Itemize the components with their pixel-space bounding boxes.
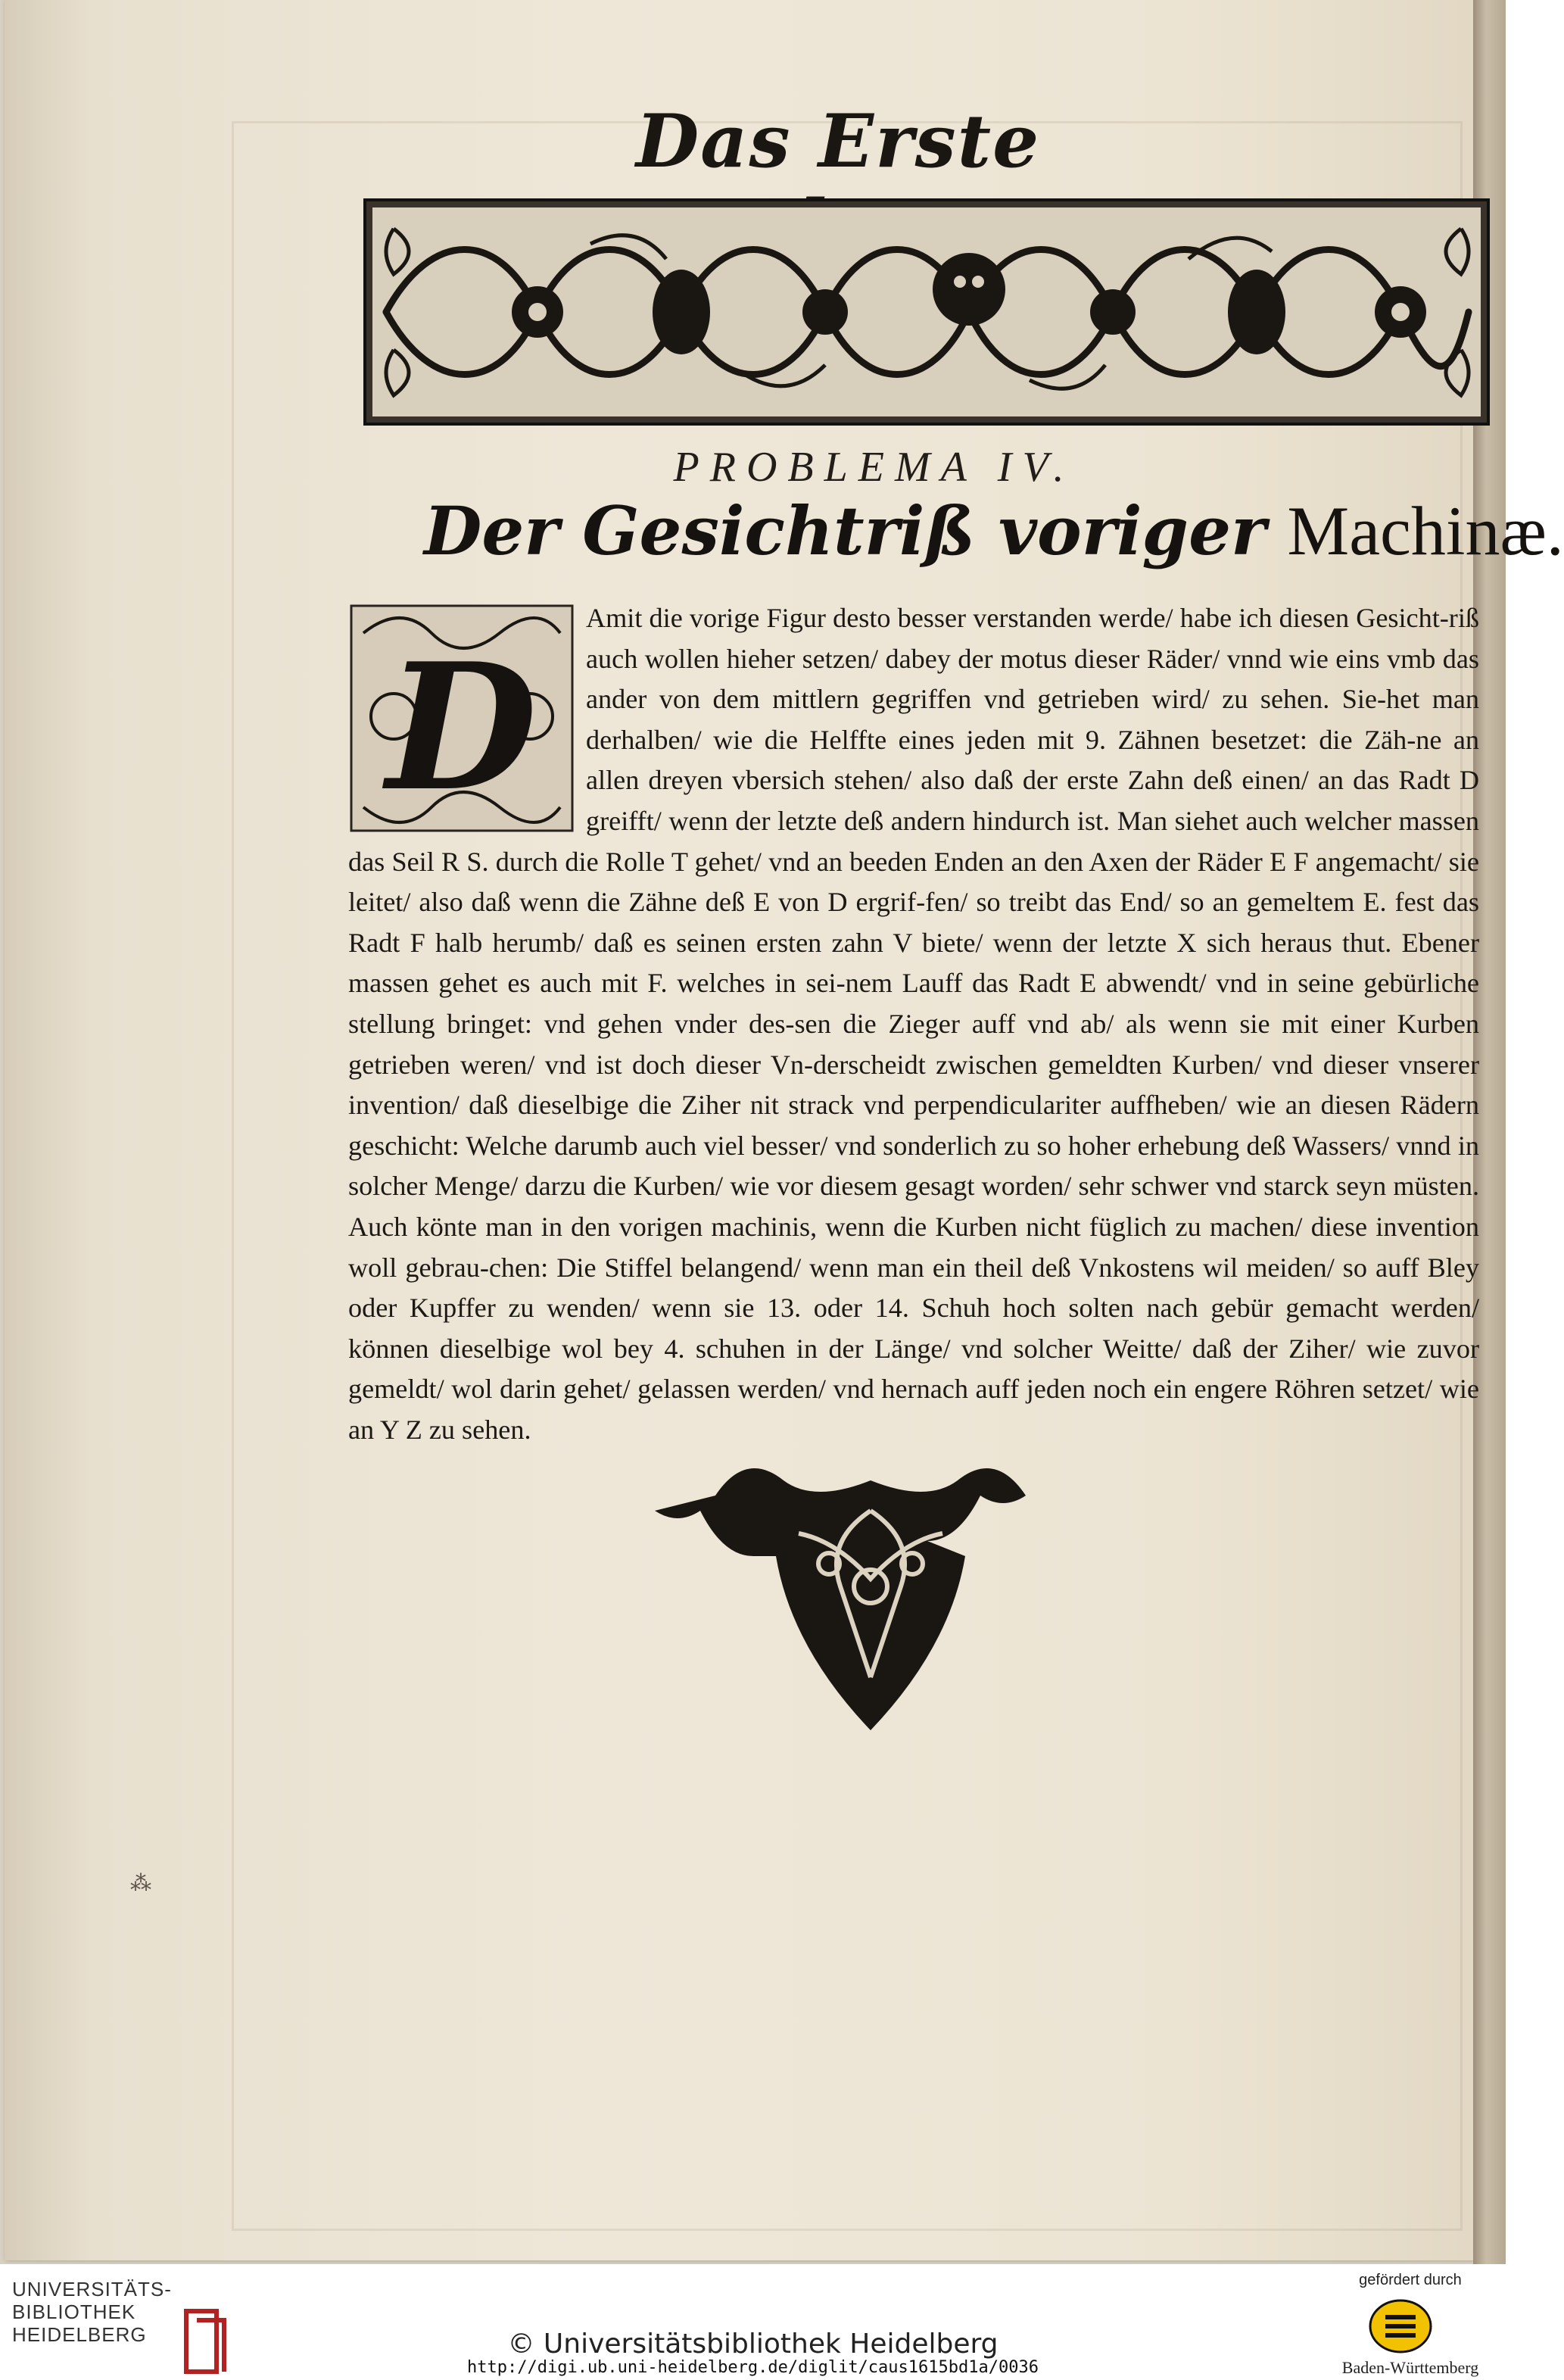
library-line-2: BIBLIOTHEK (12, 2300, 136, 2323)
heading-fraktur: Der Gesichtriß voriger (424, 491, 1266, 570)
library-line-3: HEIDELBERG (12, 2323, 147, 2346)
body-text-block (348, 598, 1479, 1445)
library-line-1: UNIVERSITÄTS- (12, 2278, 172, 2300)
page-marking-icon: ⁂ (130, 1870, 151, 1895)
tailpiece-ornament (708, 1450, 1033, 1738)
problem-label: PROBLEMA IV. (673, 444, 1075, 491)
svg-text:D: D (386, 625, 537, 830)
sponsor-label: gefördert durch (1359, 2272, 1462, 2288)
copyright-line: © Universitätsbibliothek Heidelberg (507, 2329, 999, 2360)
state-coat-of-arms-icon (1369, 2294, 1432, 2358)
heading-latin: Machinæ. (1287, 492, 1564, 569)
ornamental-band (363, 198, 1490, 426)
chapter-heading (424, 491, 1564, 570)
running-title: Das Erste (636, 98, 1041, 184)
decorated-initial (348, 603, 575, 834)
sponsor-name: Baden-Württemberg (1341, 2358, 1479, 2377)
body-paragraph: Amit die vorige Figur desto besser verstanden werde/ habe ich diesen Gesicht-riß auch wollen hieher setzen/ dabey der motus dieser Räder/ vnnd wie eins vmb das ander von dem mittlern gegriffen vnd getrieben wird/ zu sehen. Sie-het man derhalben/ wie die Helffte eines jeden mit 9. Zähnen besetzet: die Zäh-ne an allen dreyen vbersich stehen/ also daß der erste Zahn deß einen/ an das Radt D greifft/ wenn der letzte deß andern hindurch ist. Man siehet auch welcher massen das Seil R S. durch die Rolle T gehet/ vnd an beeden Enden an den Axen der Räder E F angemacht/ sie leitet/ also daß wenn die Zähne deß E von D ergrif-fen/ so treibt das End/ so an gemeltem E. fest das Radt F halb herumb/ daß es seinen ersten zahn V biete/ wenn der letzte X sich heraus thut. Ebener massen gehet es auch mit F. welches in sei-nem Lauff das Radt E abwendt/ vnd in seine gebürliche stellung bringet: vnd gehen vnder des-sen die Zieger auff vnd ab/ als wenn sie mit einer Kurben getrieben weren/ vnd ist doch dieser Vn-derscheidt zwischen gemeldten Kurben/ vnd dieser vnserer invention/ daß dieselbige die Ziher nit strack vnd perpendiculariter auffheben/ wie an diesen Rädern geschicht: Welche darumb auch viel besser/ vnd sonderlich zu so hoher erhebung deß Wassers/ vnnd in solcher Menge/ darzu die Kurben/ wie vor diesem gesagt worden/ sehr schwer vnd starck seyn müsten. Auch könte man in den vorigen machinis, wenn die Kurben nicht füglich zu machen/ diese invention woll gebrau-chen: Die Stiffel belangend/ wenn man ein theil deß Vnkostens wil meiden/ so auff Bley oder Kupffer zu wenden/ wenn sie 13. oder 14. Schuh hoch solten nach gebür gemacht werden/ können dieselbige wol bey 4. schuhen in der Länge/ vnd solcher Weitte/ daß der Ziher/ wie zuvor gemeldt/ wol darin gehet/ gelassen werden/ vnd hernach auff jeden noch ein engere Röhren setzet/ wie an Y Z zu sehen. (348, 603, 1479, 1445)
permalink-url[interactable]: http://digi.ub.uni-heidelberg.de/diglit/caus1615bd1a/0036 (467, 2358, 1039, 2377)
